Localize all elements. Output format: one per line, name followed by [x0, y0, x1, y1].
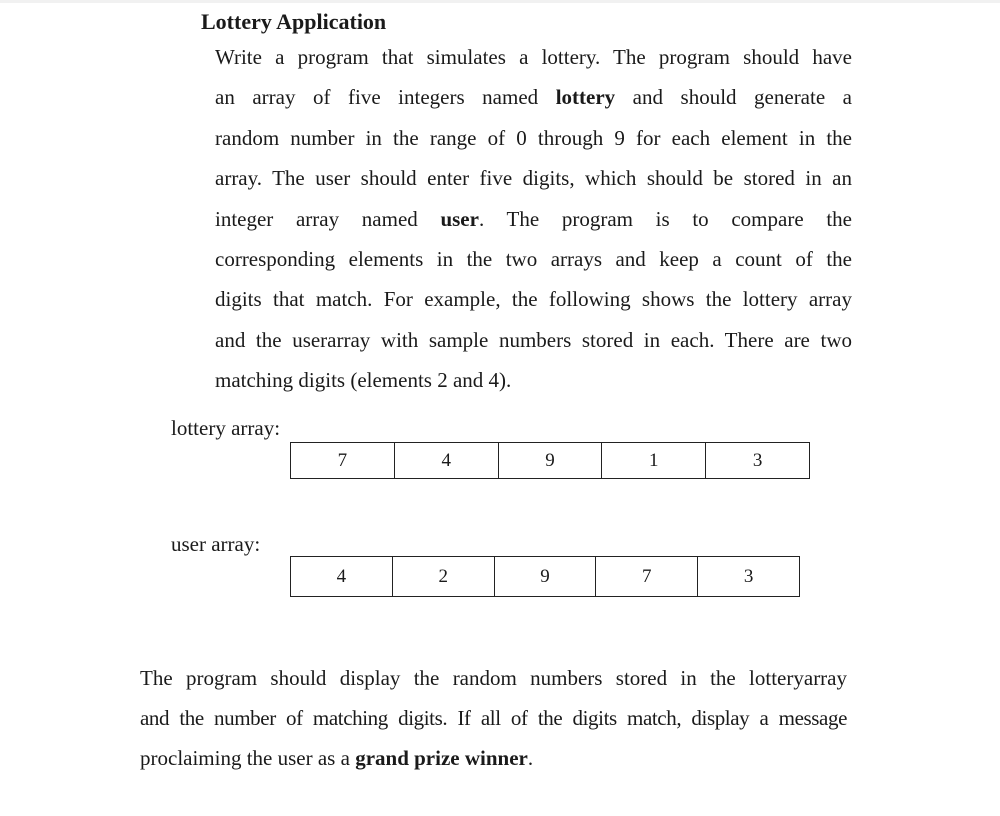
bold-term: lottery [555, 85, 616, 110]
text-segment: Write a program that simulates a lottery. The program should have [215, 45, 852, 69]
text-segment: and the number of matching digits. If all of the digits match, display a message [140, 706, 847, 730]
user-array-cell: 7 [595, 557, 697, 596]
text-segment: corresponding elements in the two arrays and keep a count of the [215, 246, 852, 271]
text-segment: proclaiming the user as a [140, 746, 356, 770]
text-line [215, 77, 852, 117]
lottery-array-cell: 7 [337, 449, 348, 471]
lottery-array-cell: 3 [705, 443, 809, 478]
text-segment: The program should display the random numbers stored in the lotteryarray [140, 666, 847, 690]
text-line [215, 199, 852, 239]
text-line [140, 658, 847, 698]
text-segment: . The program is to compare the [478, 206, 852, 231]
page-title: Lottery Application [201, 9, 387, 34]
text-segment: random number in the range of 0 through 9 for each element in the [215, 125, 852, 150]
text-segment: an array of five integers named [215, 85, 556, 110]
lottery-array-cell: 4 [394, 443, 498, 478]
bold-term: grand prize winner [355, 746, 528, 770]
text-line [215, 37, 852, 77]
text-line [140, 738, 847, 778]
output-requirements [140, 658, 847, 778]
text-line [215, 320, 852, 360]
user-array-table [290, 556, 800, 597]
text-line [215, 158, 852, 198]
text-line [215, 279, 852, 319]
problem-description [215, 37, 852, 401]
user-array-cell: 9 [494, 557, 596, 596]
text-segment: . [527, 746, 534, 770]
bold-term: user [440, 206, 479, 231]
text-line [215, 360, 852, 400]
text-line [215, 239, 852, 279]
lottery-array-cell: 9 [498, 443, 602, 478]
lottery-array-label: lottery array: [171, 416, 281, 440]
text-line [140, 698, 847, 738]
text-line [215, 118, 852, 158]
lottery-array-table [290, 442, 810, 479]
user-array-label: user array: [171, 532, 261, 556]
user-array-cell: 3 [697, 557, 799, 596]
text-segment: digits that match. For example, the following shows the lottery array [215, 287, 852, 312]
text-segment: array. The user should enter five digits, which should be stored in an [215, 166, 852, 191]
user-array-cell: 4 [336, 565, 347, 587]
user-array-cell: 2 [392, 557, 494, 596]
text-segment: and should generate a [615, 85, 853, 110]
text-segment: matching digits (elements 2 and 4). [215, 368, 512, 393]
lottery-array-cell: 1 [601, 443, 705, 478]
page-top-edge [0, 0, 1000, 3]
text-segment: integer array named [215, 206, 441, 231]
text-segment: and the userarray with sample numbers stored in each. There are two [215, 327, 852, 352]
